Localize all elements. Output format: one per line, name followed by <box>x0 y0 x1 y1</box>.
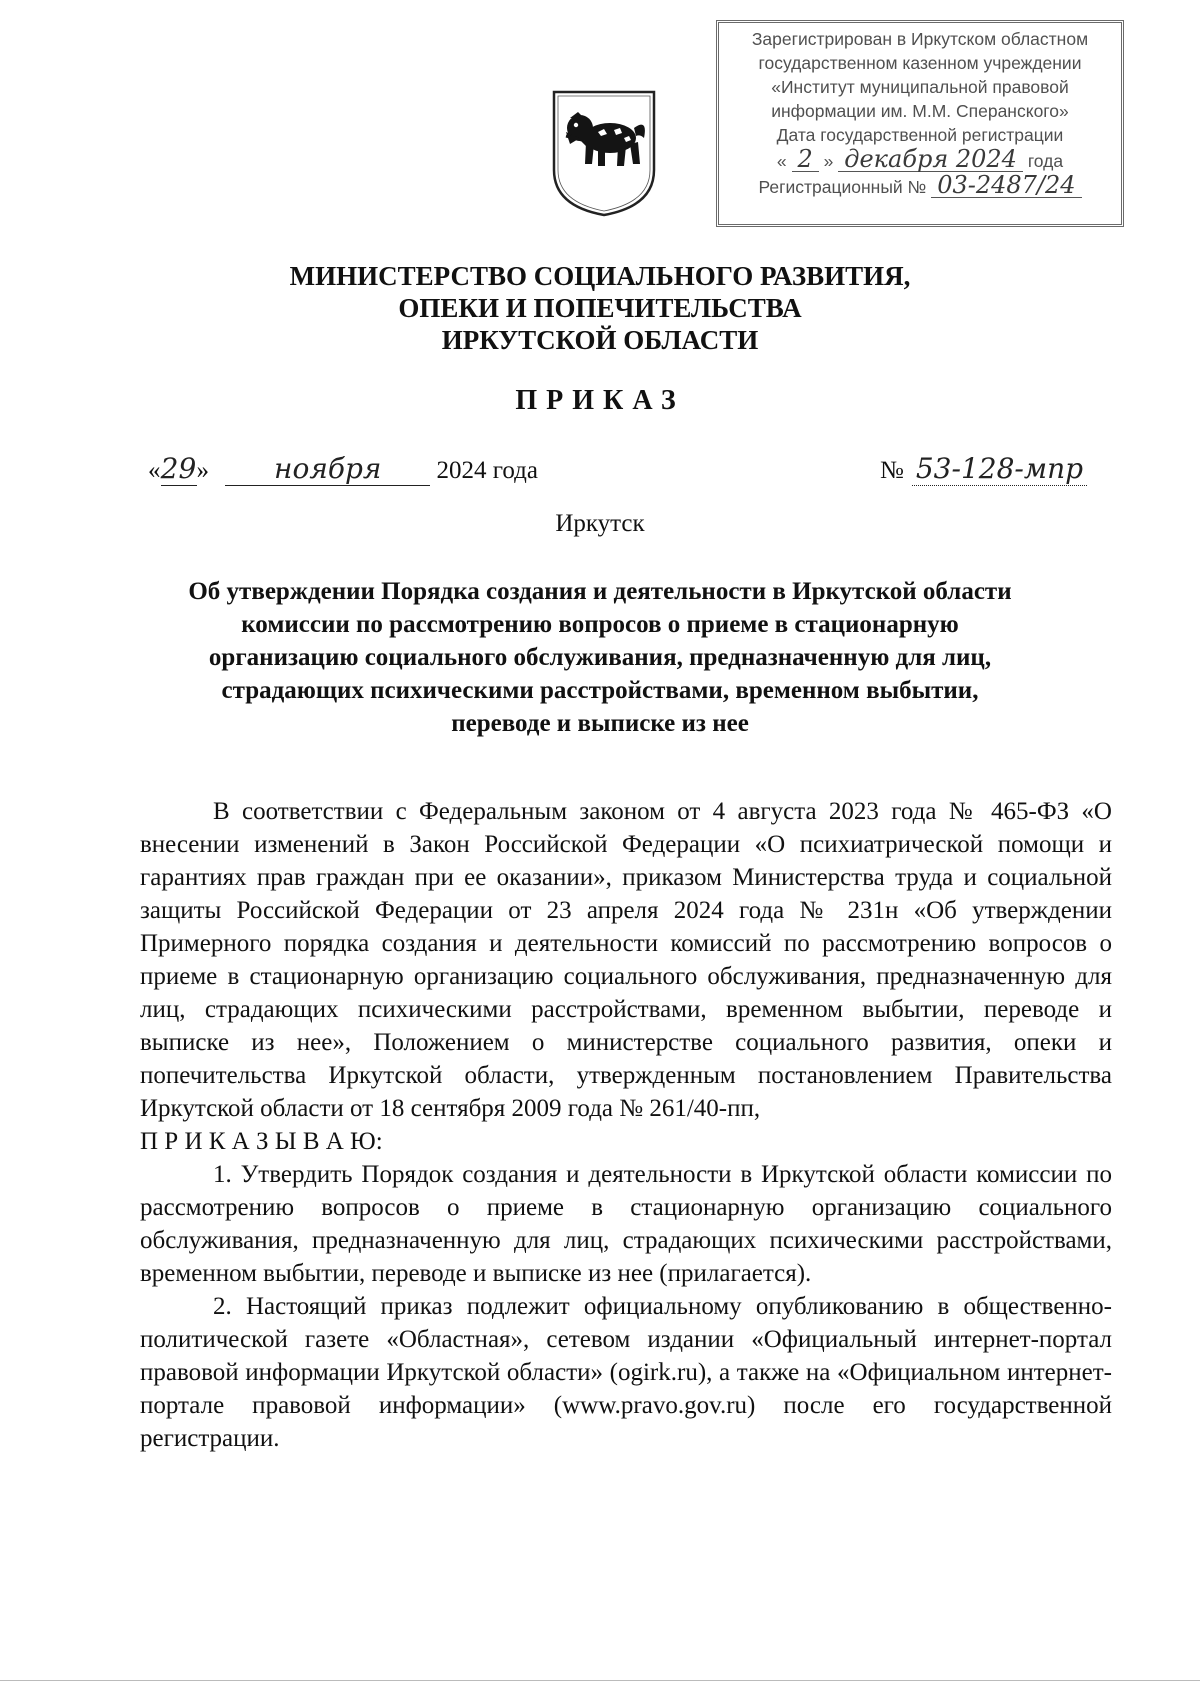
title-line: переводе и выписке из нее <box>451 710 749 737</box>
order-year: 2024 года <box>436 457 538 484</box>
order-title <box>0 575 1200 740</box>
stamp-year-suffix: года <box>1027 151 1064 171</box>
stamp-open-quote: « <box>776 151 787 171</box>
ministry-header <box>0 260 1200 356</box>
stamp-date-label: Дата государственной регистрации <box>776 125 1064 145</box>
order-number-value: 53-128-мпр <box>912 452 1087 486</box>
preamble-paragraph: В соответствии с Федеральным законом от 4 августа 2023 года № 465-ФЗ «О внесении изменений в Закон Российской Федерации «О психиатрической помощи и гарантиях прав граждан при ее оказании», приказом Министерства труда и социальной защиты Российской Федерации от 23 апреля 2024 года № 231н «Об утверждении Примерного порядка создания и деятельности комиссий по рассмотрению вопросов о приеме в стационарную организацию социального обслуживания, предназначенную для лиц, страдающих психическими расстройствами, временном выбытии, переводе и выписке из нее», Положением о министерстве социального развития, опеки и попечительства Иркутской области, утвержденным постановлением Правительства Иркутской области от 18 сентября 2009 года № 261/40-пп, <box>140 798 1112 1122</box>
document-type: ПРИКАЗ <box>515 385 685 416</box>
order-day: 29 <box>160 452 197 485</box>
order-body <box>140 795 1112 1455</box>
order-city: Иркутск <box>555 510 645 537</box>
coat-of-arms-emblem <box>550 88 658 218</box>
stamp-line: Зарегистрирован в Иркутском областном <box>751 29 1089 49</box>
stamp-reg-label: Регистрационный № <box>758 177 927 197</box>
ministry-line: ОПЕКИ И ПОПЕЧИТЕЛЬСТВА <box>398 293 802 323</box>
stamp-day: 2 <box>792 147 819 172</box>
order-number <box>880 452 1087 486</box>
title-line: организацию социального обслуживания, предназначенную для лиц, <box>208 644 992 671</box>
registration-stamp <box>716 20 1124 227</box>
ministry-line: ИРКУТСКОЙ ОБЛАСТИ <box>441 325 759 355</box>
order-item-2: 2. Настоящий приказ подлежит официальному опубликованию в общественно-политической газете «Областная», сетевом издании «Официальный интернет-портал правовой информации Иркутской области» (ogirk.ru), а также на «Официальном интернет-портале правовой информации» (www.pravo.gov.ru) после его государственной регистрации. <box>140 1293 1112 1452</box>
stamp-reg-row <box>719 173 1121 199</box>
stamp-reg-number: 03-2487/24 <box>931 173 1081 198</box>
stamp-date-row <box>719 147 1121 173</box>
date-open-quote: « <box>148 457 161 484</box>
order-date <box>148 452 538 486</box>
order-item-1: 1. Утвердить Порядок создания и деятельности в Иркутской области комиссии по рассмотрению вопросов о приеме в стационарную организацию социального обслуживания, предназначенную для лиц, страдающих психическими расстройствами, временном выбытии, переводе и выписке из нее (прилагается). <box>140 1161 1112 1287</box>
command-word: П Р И К А З Ы В А Ю: <box>140 1128 383 1155</box>
stamp-line: «Институт муниципальной правовой <box>771 77 1069 97</box>
date-close-quote: » <box>196 457 209 484</box>
title-line: комиссии по рассмотрению вопросов о приеме в стационарную <box>241 611 959 638</box>
ministry-line: МИНИСТЕРСТВО СОЦИАЛЬНОГО РАЗВИТИЯ, <box>289 261 911 291</box>
stamp-close-quote: » <box>823 151 834 171</box>
order-number-label: № <box>880 457 904 484</box>
order-month: ноября <box>225 452 430 486</box>
title-line: страдающих психическими расстройствами, временном выбытии, <box>221 677 979 704</box>
stamp-line: информации им. М.М. Сперанского» <box>771 101 1069 121</box>
stamp-month-year: декабря 2024 <box>838 147 1023 172</box>
title-line: Об утверждении Порядка создания и деятельности в Иркутской области <box>188 578 1012 605</box>
stamp-line: государственном казенном учреждении <box>758 53 1082 73</box>
scan-edge-line <box>0 1680 1200 1681</box>
